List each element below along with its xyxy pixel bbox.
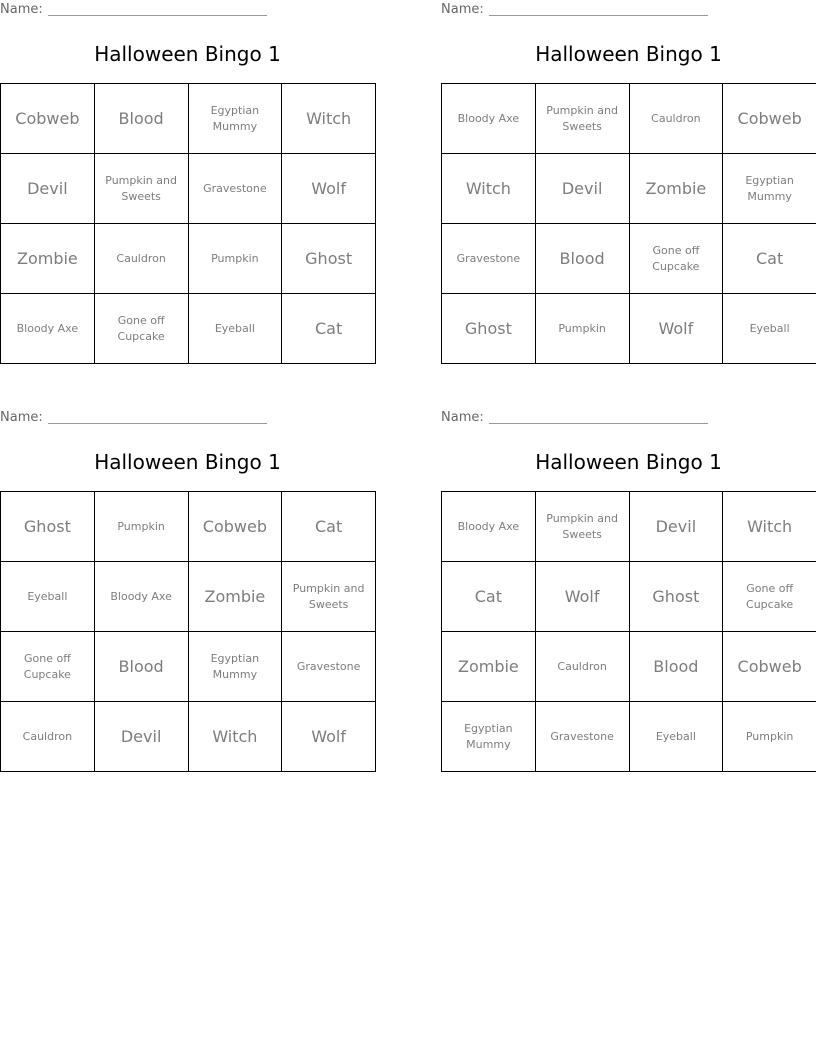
bingo-cell: Egyptian Mummy bbox=[188, 632, 282, 702]
card-title: Halloween Bingo 1 bbox=[535, 42, 722, 66]
bingo-row bbox=[1, 632, 376, 702]
bingo-cell: Devil bbox=[1, 154, 95, 224]
bingo-cell: Pumpkin and Sweets bbox=[282, 562, 376, 632]
bingo-cell: Cauldron bbox=[1, 702, 95, 772]
bingo-cell: Cobweb bbox=[188, 492, 282, 562]
bingo-cell: Egyptian Mummy bbox=[188, 84, 282, 154]
bingo-row bbox=[442, 154, 816, 224]
bingo-grid bbox=[441, 83, 816, 364]
bingo-cell: Witch bbox=[188, 702, 282, 772]
name-label: Name: bbox=[0, 410, 43, 425]
bingo-cell: Gravestone bbox=[535, 702, 629, 772]
bingo-cell: Wolf bbox=[535, 562, 629, 632]
card-title: Halloween Bingo 1 bbox=[535, 450, 722, 474]
bingo-row bbox=[442, 632, 816, 702]
bingo-cell: Ghost bbox=[442, 294, 536, 364]
bingo-row bbox=[1, 154, 376, 224]
bingo-cell: Eyeball bbox=[188, 294, 282, 364]
bingo-cell: Ghost bbox=[1, 492, 95, 562]
bingo-grid bbox=[0, 491, 376, 772]
bingo-row bbox=[1, 562, 376, 632]
bingo-row bbox=[442, 492, 816, 562]
bingo-row bbox=[1, 492, 376, 562]
bingo-cell: Gone off Cupcake bbox=[94, 294, 188, 364]
bingo-row bbox=[1, 224, 376, 294]
bingo-cell: Blood bbox=[94, 84, 188, 154]
bingo-cell: Bloody Axe bbox=[442, 84, 536, 154]
bingo-cell: Egyptian Mummy bbox=[442, 702, 536, 772]
bingo-cell: Cauldron bbox=[535, 632, 629, 702]
name-blank-line bbox=[489, 414, 708, 424]
bingo-row bbox=[442, 702, 816, 772]
bingo-cell: Bloody Axe bbox=[442, 492, 536, 562]
bingo-cell: Ghost bbox=[282, 224, 376, 294]
bingo-cell: Cobweb bbox=[723, 632, 816, 702]
bingo-cell: Witch bbox=[282, 84, 376, 154]
name-blank-line bbox=[48, 6, 267, 16]
bingo-row bbox=[442, 562, 816, 632]
bingo-cell: Eyeball bbox=[629, 702, 723, 772]
bingo-cell: Ghost bbox=[629, 562, 723, 632]
bingo-cell: Zombie bbox=[442, 632, 536, 702]
bingo-cell: Pumpkin bbox=[188, 224, 282, 294]
bingo-cell: Cauldron bbox=[94, 224, 188, 294]
bingo-cell: Gravestone bbox=[188, 154, 282, 224]
bingo-row bbox=[442, 224, 816, 294]
bingo-cell: Cobweb bbox=[1, 84, 95, 154]
bingo-cell: Egyptian Mummy bbox=[723, 154, 816, 224]
name-row bbox=[0, 2, 267, 18]
bingo-cell: Devil bbox=[629, 492, 723, 562]
bingo-cell: Pumpkin bbox=[94, 492, 188, 562]
bingo-row bbox=[1, 294, 376, 364]
bingo-cell: Pumpkin bbox=[723, 702, 816, 772]
name-label: Name: bbox=[441, 410, 484, 425]
bingo-grid bbox=[441, 491, 816, 772]
bingo-grid bbox=[0, 83, 376, 364]
bingo-cell: Wolf bbox=[629, 294, 723, 364]
bingo-cell: Wolf bbox=[282, 154, 376, 224]
bingo-cell: Pumpkin and Sweets bbox=[94, 154, 188, 224]
bingo-cell: Zombie bbox=[1, 224, 95, 294]
bingo-cell: Wolf bbox=[282, 702, 376, 772]
bingo-cell: Witch bbox=[723, 492, 816, 562]
name-blank-line bbox=[48, 414, 267, 424]
bingo-cell: Blood bbox=[535, 224, 629, 294]
bingo-row bbox=[442, 294, 816, 364]
bingo-cell: Pumpkin and Sweets bbox=[535, 84, 629, 154]
bingo-cell: Gone off Cupcake bbox=[629, 224, 723, 294]
bingo-cell: Gravestone bbox=[282, 632, 376, 702]
bingo-cell: Cobweb bbox=[723, 84, 816, 154]
bingo-cell: Witch bbox=[442, 154, 536, 224]
bingo-cell: Pumpkin and Sweets bbox=[535, 492, 629, 562]
card-title: Halloween Bingo 1 bbox=[94, 42, 281, 66]
name-row bbox=[441, 410, 708, 426]
bingo-cell: Eyeball bbox=[1, 562, 95, 632]
bingo-cell: Devil bbox=[535, 154, 629, 224]
bingo-row bbox=[1, 702, 376, 772]
name-label: Name: bbox=[441, 2, 484, 17]
bingo-row bbox=[442, 84, 816, 154]
bingo-cell: Zombie bbox=[188, 562, 282, 632]
bingo-cell: Zombie bbox=[629, 154, 723, 224]
bingo-cell: Cat bbox=[282, 492, 376, 562]
bingo-cell: Cat bbox=[282, 294, 376, 364]
bingo-cell: Devil bbox=[94, 702, 188, 772]
bingo-cell: Pumpkin bbox=[535, 294, 629, 364]
bingo-cell: Gravestone bbox=[442, 224, 536, 294]
bingo-cell: Cat bbox=[723, 224, 816, 294]
card-title: Halloween Bingo 1 bbox=[94, 450, 281, 474]
name-label: Name: bbox=[0, 2, 43, 17]
name-row bbox=[441, 2, 708, 18]
bingo-cell: Gone off Cupcake bbox=[723, 562, 816, 632]
bingo-row bbox=[1, 84, 376, 154]
bingo-cell: Bloody Axe bbox=[1, 294, 95, 364]
bingo-cell: Gone off Cupcake bbox=[1, 632, 95, 702]
bingo-cell: Blood bbox=[94, 632, 188, 702]
bingo-cell: Bloody Axe bbox=[94, 562, 188, 632]
bingo-cell: Cat bbox=[442, 562, 536, 632]
name-blank-line bbox=[489, 6, 708, 16]
bingo-cell: Eyeball bbox=[723, 294, 816, 364]
bingo-cell: Blood bbox=[629, 632, 723, 702]
bingo-cell: Cauldron bbox=[629, 84, 723, 154]
name-row bbox=[0, 410, 267, 426]
